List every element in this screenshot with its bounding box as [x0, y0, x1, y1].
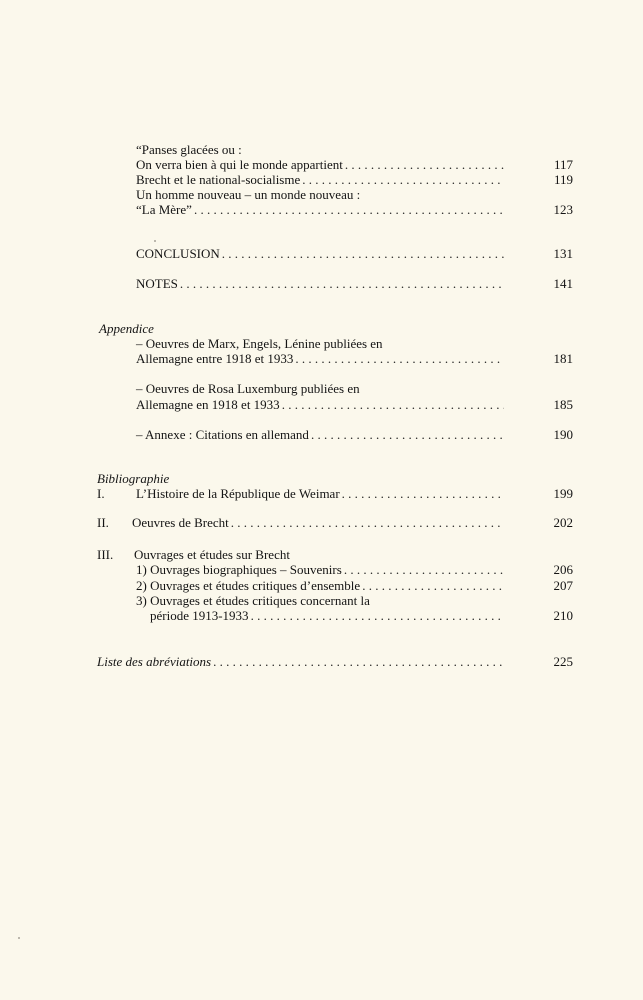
- toc-entry-label: On verra bien à qui le monde appartient: [136, 157, 343, 172]
- toc-entry-notes: [136, 276, 504, 291]
- toc-entry-appendix-marx: [136, 351, 504, 366]
- toc-entry-label: CONCLUSION: [136, 246, 220, 261]
- toc-entry-label: 1) Ouvrages biographiques – Souvenirs: [136, 562, 342, 577]
- dot-leader: [302, 172, 504, 187]
- toc-entry-label: “La Mère”: [136, 202, 192, 217]
- bibliography-heading: Bibliographie: [97, 471, 170, 486]
- toc-page-number: 131: [553, 246, 573, 261]
- appendix-item-1-line-1: – Oeuvres de Marx, Engels, Lénine publiées en: [136, 336, 383, 351]
- toc-page-number: 225: [553, 654, 573, 669]
- toc-entry-label: Allemagne en 1918 et 1933: [136, 397, 280, 412]
- toc-page-number: 206: [553, 562, 573, 577]
- dot-leader: [194, 202, 504, 217]
- toc-page-number: 123: [553, 202, 573, 217]
- toc-entry-label: Brecht et le national-socialisme: [136, 172, 301, 187]
- toc-entry-on-verra: [136, 157, 504, 172]
- toc-chapter-line-1: “Panses glacées ou :: [136, 142, 242, 157]
- paper-speck: [154, 240, 156, 242]
- toc-entry-label: Oeuvres de Brecht: [132, 515, 229, 530]
- dot-leader: [213, 654, 504, 669]
- toc-entry-appendix-luxemburg: [136, 397, 504, 412]
- toc-entry-label: Liste des abréviations: [97, 654, 212, 669]
- section-number: I.: [97, 486, 105, 501]
- toc-entry-national-socialisme: [136, 172, 504, 187]
- dot-leader: [222, 246, 504, 261]
- paper-speck: [18, 937, 20, 939]
- toc-entry-label: NOTES: [136, 276, 178, 291]
- bibliography-sub3-line-1: 3) Ouvrages et études critiques concernant la: [136, 593, 370, 608]
- toc-page-number: 202: [553, 515, 573, 530]
- toc-entry-abbreviations: [97, 654, 504, 669]
- toc-entry-appendix-annexe: [136, 427, 504, 442]
- toc-page-number: 181: [553, 351, 573, 366]
- toc-page-number: 199: [553, 486, 573, 501]
- toc-entry-conclusion: [136, 246, 504, 261]
- section-3-title: Ouvrages et études sur Brecht: [134, 547, 290, 562]
- toc-page-number: 207: [553, 578, 573, 593]
- toc-entry-bibliography-ensemble: [136, 578, 504, 593]
- toc-entry-label: L’Histoire de la République de Weimar: [136, 486, 340, 501]
- dot-leader: [180, 276, 504, 291]
- toc-page-number: 210: [553, 608, 573, 623]
- dot-leader: [251, 608, 504, 623]
- dot-leader: [344, 562, 504, 577]
- toc-entry-label: période 1913-1933: [150, 608, 249, 623]
- dot-leader: [231, 515, 504, 530]
- toc-entry-bibliography-oeuvres: [132, 515, 504, 530]
- toc-page-number: 119: [553, 172, 573, 187]
- dot-leader: [282, 397, 504, 412]
- dot-leader: [362, 578, 504, 593]
- dot-leader: [295, 351, 504, 366]
- appendix-item-2-line-1: – Oeuvres de Rosa Luxemburg publiées en: [136, 381, 360, 396]
- toc-page-number: 190: [553, 427, 573, 442]
- toc-entry-la-mere: [136, 202, 504, 217]
- toc-entry-bibliography-weimar: [136, 486, 504, 501]
- toc-page-number: 141: [553, 276, 573, 291]
- toc-entry-label: 2) Ouvrages et études critiques d’ensemble: [136, 578, 361, 593]
- toc-entry-label: Allemagne entre 1918 et 1933: [136, 351, 294, 366]
- section-number: II.: [97, 515, 109, 530]
- dot-leader: [342, 486, 504, 501]
- appendix-heading: Appendice: [99, 321, 154, 336]
- section-number: III.: [97, 547, 114, 562]
- toc-entry-label: – Annexe : Citations en allemand: [136, 427, 309, 442]
- dot-leader: [311, 427, 504, 442]
- toc-page-number: 185: [553, 397, 573, 412]
- toc-page-number: 117: [553, 157, 573, 172]
- toc-chapter-line-4: Un homme nouveau – un monde nouveau :: [136, 187, 361, 202]
- dot-leader: [345, 157, 504, 172]
- toc-entry-bibliography-periode: [150, 608, 504, 623]
- toc-entry-bibliography-biographiques: [136, 562, 504, 577]
